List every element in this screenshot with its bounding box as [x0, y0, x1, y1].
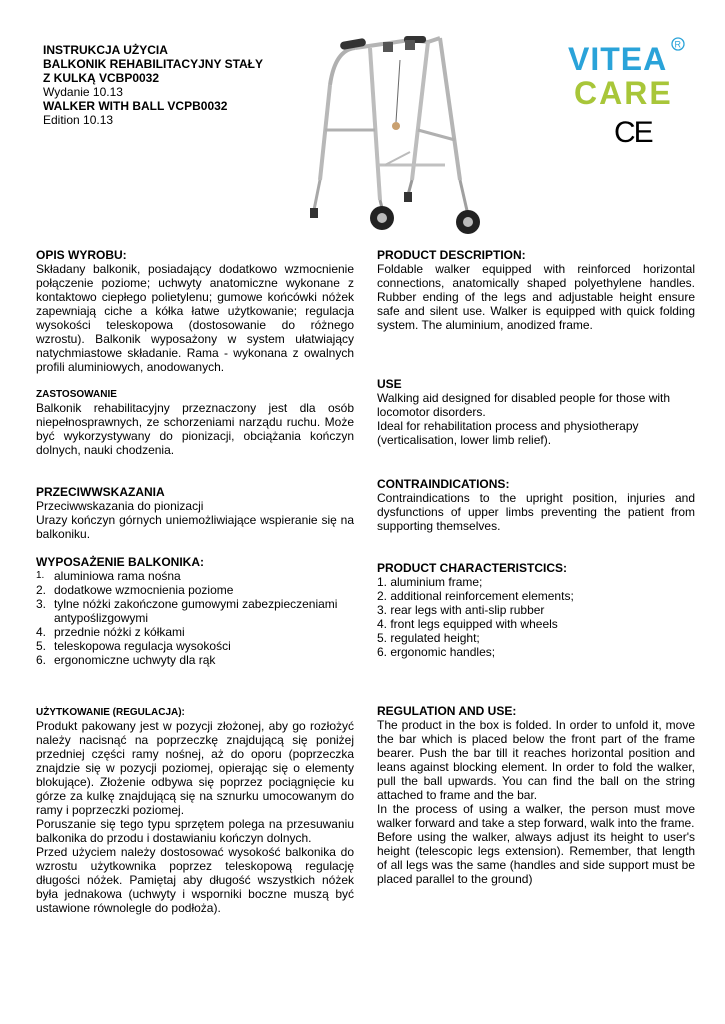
item-number: 5. — [36, 639, 47, 653]
section-text: Balkonik rehabilitacyjny przeznaczony jest dla osób niepełnosprawnych, ze schorzeniami narządu ruchu. Może być wykorzystywany do pionizacji, obciążania kończyn dolnych, nauki chodzenia. — [36, 401, 354, 457]
list-item: 6. ergonomic handles; — [377, 645, 496, 659]
section-title: PRODUCT CHARACTERISTCICS: — [377, 561, 567, 575]
section-title: OPIS WYROBU: — [36, 248, 127, 262]
list-item: 3. rear legs with anti-slip rubber — [377, 603, 545, 617]
section-uzytkowanie — [36, 706, 354, 915]
section-text: Przed użyciem należy dostosować wysokość balkonika do wzrostu użytkownika poprzez teleskopową regulację długości nóżek. Pamiętaj aby długość wszystkich nóżek była jednakowa (uchwyty i wsporniki boczne muszą być ustawione równolegle do podłoża). — [36, 845, 354, 915]
item-number: 2. — [36, 583, 47, 597]
section-title: USE — [377, 377, 402, 391]
section-przeciwwskazania — [36, 485, 354, 541]
section-text: Before using the walker, always adjust its height to user's height (telescopic legs extension). Remember, that length of all legs was the same (handles and side support must be placed parallel to the ground) — [377, 830, 695, 886]
section-title: PRZECIWWSKAZANIA — [36, 485, 165, 499]
item-text: aluminiowa rama nośna — [54, 569, 181, 583]
item-text: ergonomiczne uchwyty dla rąk — [54, 653, 216, 667]
list-item: 4. front legs equipped with wheels — [377, 617, 558, 631]
section-regulation-and-use — [377, 704, 695, 886]
header-title-pl: INSTRUKCJA UŻYCIA — [43, 43, 168, 57]
section-text: In the process of using a walker, the person must move walker forward and take a step forward, walk into the frame. — [377, 802, 695, 830]
section-use — [377, 377, 695, 447]
section-zastosowanie — [36, 388, 354, 457]
item-number: 6. — [36, 653, 47, 667]
svg-text:VITEA: VITEA — [568, 41, 668, 77]
section-title: WYPOSAŻENIE BALKONIKA: — [36, 555, 204, 569]
vitea-care-logo — [566, 36, 696, 108]
section-product-description — [377, 248, 695, 332]
section-title: CONTRAINDICATIONS: — [377, 477, 510, 491]
list-item — [36, 583, 354, 597]
item-text: dodatkowe wzmocnienia poziome — [54, 583, 234, 597]
header-product-en: WALKER WITH BALL VCPB0032 — [43, 99, 228, 113]
section-text: Urazy kończyn górnych uniemożliwiające wspieranie się na balkoniku. — [36, 513, 354, 541]
section-text: Contraindications to the upright position, injuries and dysfunctions of upper limbs preventing the patient from supporting themselves. — [377, 491, 695, 533]
list-item — [36, 653, 354, 667]
header-model-pl: Z KULKĄ VCBP0032 — [43, 71, 160, 85]
equipment-list — [36, 569, 354, 667]
list-item — [36, 569, 354, 583]
item-text: przednie nóżki z kółkami — [54, 625, 185, 639]
section-wyposazenie — [36, 555, 354, 667]
section-title: PRODUCT DESCRIPTION: — [377, 248, 526, 262]
item-text: tylne nóżki zakończone gumowymi zabezpieczeniami antypoślizgowymi — [54, 597, 338, 625]
section-title: REGULATION AND USE: — [377, 704, 517, 718]
svg-text:R: R — [674, 39, 681, 50]
item-text: teleskopowa regulacja wysokości — [54, 639, 231, 653]
section-contraindications — [377, 477, 695, 533]
section-text: Walking aid designed for disabled people for those with locomotor disorders. — [377, 391, 671, 419]
walker-illustration — [300, 30, 500, 235]
list-item — [36, 639, 354, 653]
section-text: Poruszanie się tego typu sprzętem polega na przesuwaniu balkonika do przodu i dostawianiu kończyn dolnych. — [36, 817, 354, 845]
section-text: Ideal for rehabilitation process and physiotherapy (verticalisation, lower limb relief). — [377, 419, 639, 447]
item-number: 3. — [36, 597, 47, 611]
section-title: ZASTOSOWANIE — [36, 389, 117, 400]
ce-mark: CE — [614, 116, 652, 149]
section-title: UŻYTKOWANIE (REGULACJA): — [36, 707, 185, 718]
list-item — [36, 625, 354, 639]
svg-text:CARE: CARE — [574, 75, 673, 108]
header-edition-pl: Wydanie 10.13 — [43, 85, 123, 99]
section-text: Produkt pakowany jest w pozycji złożonej, aby go rozłożyć należy nacisnąć na poprzeczkę znajdującą się poniżej przedniej części ramy nośnej, aż do oporu (poprzeczka znajdzie się w pozycji poziomej, opierając się o elementy blokujące). Złożenie odbywa się poprzez pociągnięcie ku górze za kulkę znajdującą się na sznurku umocowanym do ramy i poprzeczki poziomej. — [36, 719, 354, 817]
document-header — [43, 43, 283, 127]
section-opis-wyrobu — [36, 248, 354, 374]
section-text: Przeciwwskazania do pionizacji — [36, 499, 204, 513]
list-item: 5. regulated height; — [377, 631, 480, 645]
section-text: Składany balkonik, posiadający dodatkowo wzmocnienie połączenie poziome; uchwyty anatomiczne wykonane z kontaktowo ciepłego polietylenu; gumowe końcówki nóżek zapewniają ciche a kółka łatwe użytkowanie; regulacja wysokości teleskopowa (dostosowanie do różnego wzrostu). Balkonik wyposażony w system ułatwiający natychmiastowe składanie. Rama - wykonana z owalnych profili aluminiowych, anodowanych. — [36, 262, 354, 374]
list-item: 2. additional reinforcement elements; — [377, 589, 574, 603]
item-number: 4. — [36, 625, 47, 639]
header-edition-en: Edition 10.13 — [43, 113, 114, 127]
section-text: Foldable walker equipped with reinforced horizontal connections, anatomically shaped polyethylene handles. Rubber ending of the legs and adjustable height ensure safe and silent use. Walker is equipped with quick folding system. The aluminium, anodized frame. — [377, 262, 695, 332]
section-product-characteristics — [377, 561, 695, 659]
list-item: 1. aluminium frame; — [377, 575, 483, 589]
section-text: The product in the box is folded. In order to unfold it, move the bar which is placed below the front part of the frame bearer. Push the bar till it reaches horizontal position and leans against blocking element. In order to fold the walker, pull the ball upwards. You can find the ball on the string attached to frame and the bar. — [377, 718, 695, 802]
header-product-pl: BALKONIK REHABILITACYJNY STAŁY — [43, 57, 264, 71]
item-number: 1. — [36, 570, 45, 581]
list-item — [36, 597, 354, 625]
